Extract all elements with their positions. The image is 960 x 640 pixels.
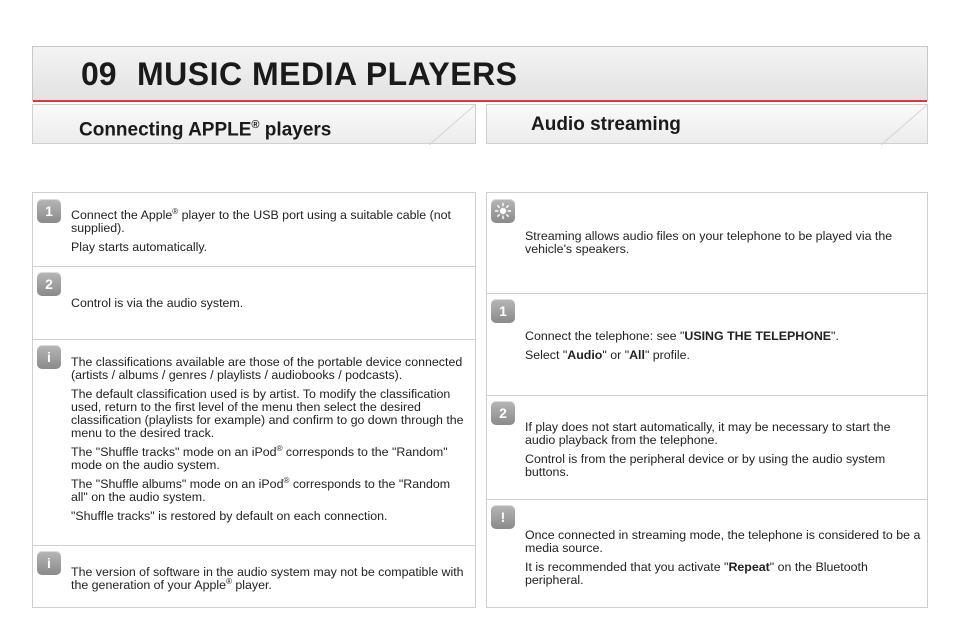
step-text: Connect the Apple® player to the USB port using a suitable cable (not supplied). Play starts automatically. xyxy=(71,206,451,254)
step-text: Connect the telephone: see "USING THE TELEPHONE". Select "Audio" or "All" profile. xyxy=(525,329,839,362)
step-2-icon: 2 xyxy=(37,272,61,296)
heading-decoration xyxy=(867,105,927,145)
info-icon: i xyxy=(37,345,61,369)
step-row-1 xyxy=(33,193,475,267)
sun-tip-icon xyxy=(491,199,515,223)
info-row-classifications xyxy=(33,339,475,546)
apple-players-panel xyxy=(32,192,476,608)
chapter-header xyxy=(32,46,928,101)
audio-streaming-panel xyxy=(486,192,928,608)
warning-row xyxy=(487,499,927,609)
step-row-2 xyxy=(487,395,927,500)
section-title-apple: Connecting APPLE® players xyxy=(79,119,332,141)
info-text: The classifications available are those of the portable device connected (artists / albums / genres / playlists / audiobooks / podcasts). The default classification used is by artist. To modify the classification used, return to the first level of the menu then select the desired classification (playlists for example) and confirm to go down through the menu to the desired track. The "Shuffle tracks" mode on an iPod® corresponds to the "Random" mode on the audio system. The "Shuffle albums" mode on an iPod® corresponds to the "Random all" on the audio system. "Shuffle tracks" is restored by default on each connection. xyxy=(71,355,464,523)
step-text: If play does not start automatically, it may be necessary to start the audio playback from the telephone. Control is from the peripheral device or by using the audio system buttons. xyxy=(525,420,891,479)
header-accent-line xyxy=(33,100,927,102)
warning-icon: ! xyxy=(491,505,515,529)
info-icon: i xyxy=(37,551,61,575)
step-row-2 xyxy=(33,266,475,340)
section-heading-streaming xyxy=(486,104,928,144)
chapter-number: 09 xyxy=(81,56,117,92)
step-1-icon: 1 xyxy=(37,199,61,223)
step-row-1 xyxy=(487,293,927,396)
chapter-title: MUSIC MEDIA PLAYERS xyxy=(137,56,518,92)
step-text: Control is via the audio system. xyxy=(71,296,244,310)
warning-text: Once connected in streaming mode, the telephone is considered to be a media source. It is recommended that you activate "Repeat" on the Bluetooth peripheral. xyxy=(525,528,921,587)
info-text: The version of software in the audio system may not be compatible with the generation of your Apple® player. xyxy=(71,565,464,592)
section-heading-apple xyxy=(32,104,476,144)
step-2-icon: 2 xyxy=(491,401,515,425)
tip-row-streaming xyxy=(487,193,927,294)
tip-text: Streaming allows audio files on your telephone to be played via the vehicle's speakers. xyxy=(525,229,893,256)
info-row-compatibility xyxy=(33,545,475,609)
section-title-streaming: Audio streaming xyxy=(531,114,681,135)
heading-decoration xyxy=(415,105,475,145)
step-1-icon: 1 xyxy=(491,299,515,323)
